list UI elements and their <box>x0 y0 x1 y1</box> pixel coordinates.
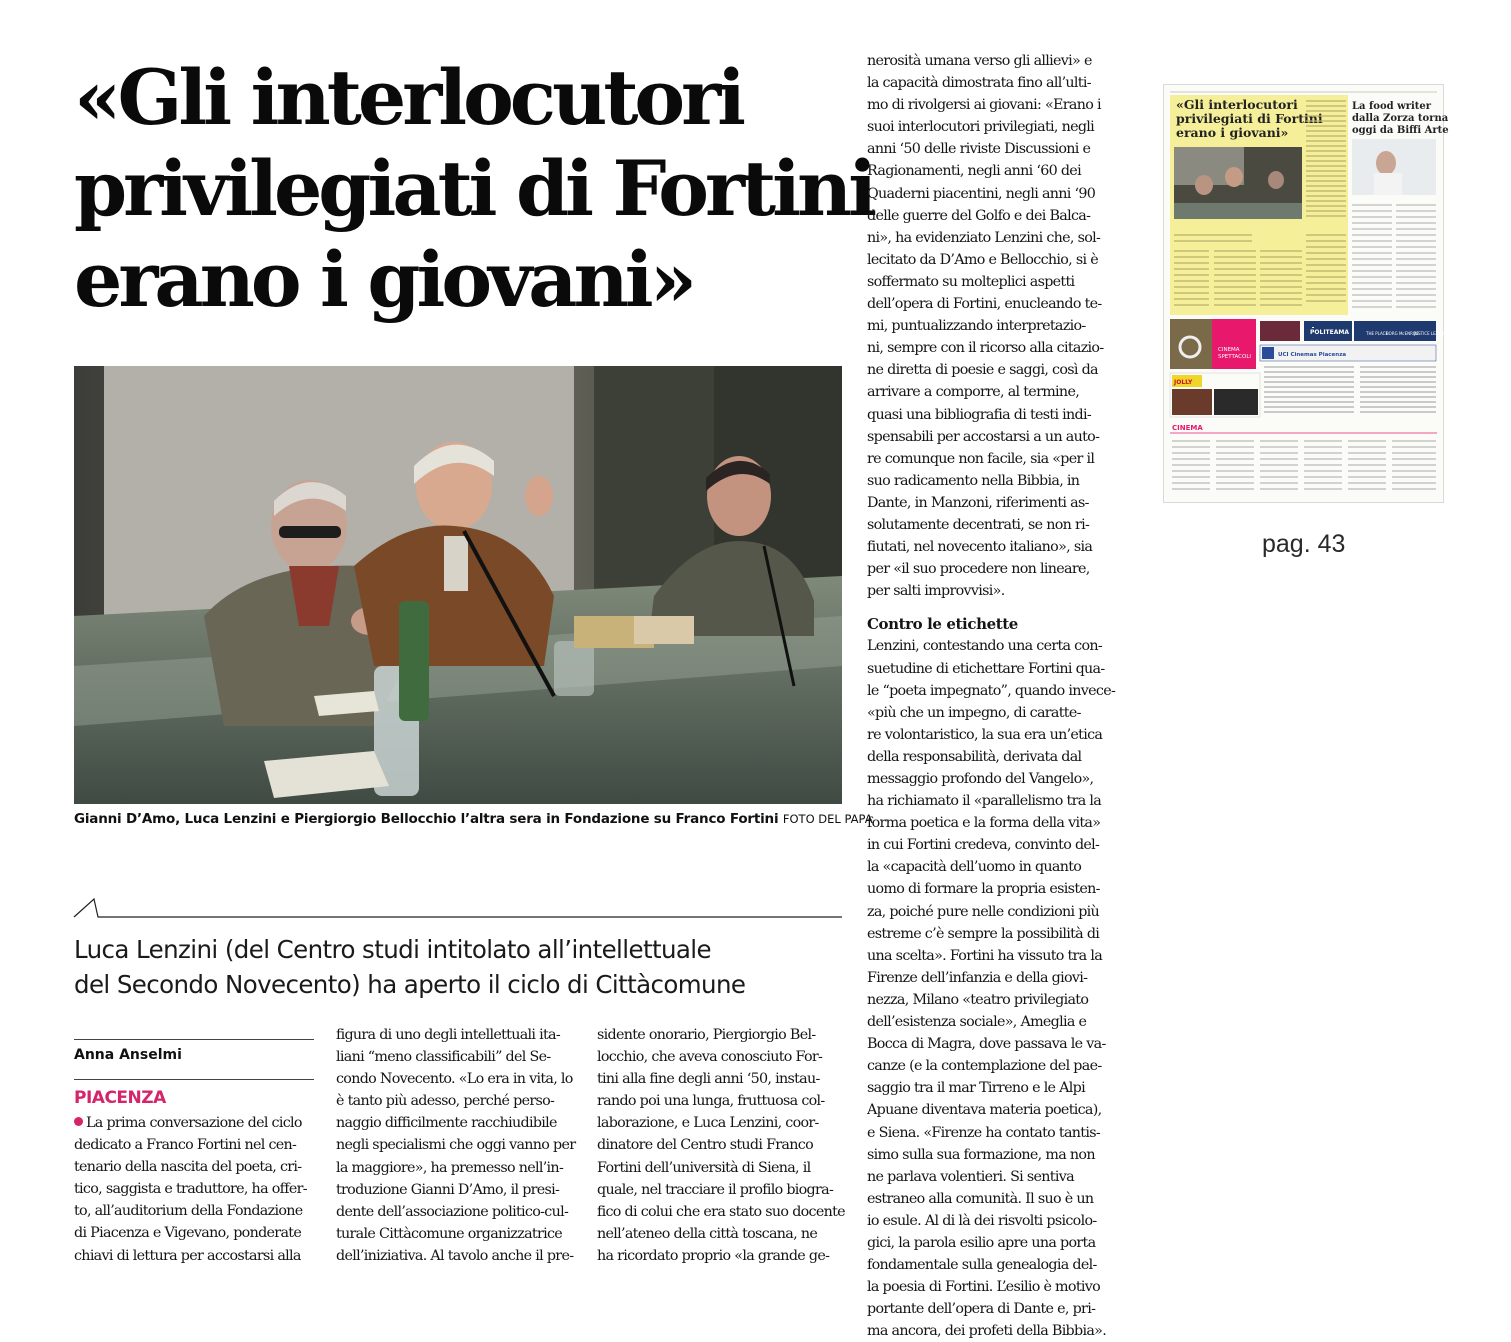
body-line: nerosità umana verso gli allievi» e <box>867 53 1092 69</box>
section-title: Contro le etichette <box>867 615 1018 634</box>
body-line: io esule. Al di là dei risvolti psicolo- <box>867 1212 1097 1229</box>
body-line: La prima conversazione del ciclo <box>74 1112 318 1134</box>
photo-credit: FOTO DEL PAPA <box>782 812 873 826</box>
body-line: liani “meno classificabili” del Se- <box>336 1049 551 1066</box>
body-line: negli specialismi che oggi vanno per <box>336 1137 576 1154</box>
body-line: quasi una bibliografia di testi indi- <box>867 406 1092 423</box>
body-line: ni», ha evidenziato Lenzini che, sol- <box>867 229 1101 246</box>
body-line: ne parlava volentieri. Si sentiva <box>867 1168 1074 1185</box>
body-line: re volontaristico, la sua era un’etica <box>867 726 1103 743</box>
body-line: estraneo alla comunità. Il suo è un <box>867 1190 1094 1207</box>
headline-line-2: privilegiati di Fortini <box>74 144 874 233</box>
headline-line-1: «Gli interlocutori <box>74 53 743 142</box>
body-line: canze (e la contemplazione del pae- <box>867 1058 1102 1075</box>
page-thumbnail <box>1163 84 1449 503</box>
body-line: dell’opera di Fortini, enucleando te- <box>867 296 1102 313</box>
body-line: la «capacità dell’uomo in quanto <box>867 859 1082 876</box>
body-line: tenario della nascita del poeta, cri- <box>74 1159 302 1176</box>
body-line: turale Cittàcomune organizzatrice <box>336 1225 563 1242</box>
body-line: Firenze dell’infanzia e della giovi- <box>867 969 1088 986</box>
body-line: troduzione Gianni D’Amo, il presi- <box>336 1181 560 1198</box>
subheadline <box>74 932 854 1002</box>
body-line: le “poeta impegnato”, quando invece- <box>867 682 1116 699</box>
thumb-headline-3: erano i giovani» <box>1176 125 1289 140</box>
body-line: nell’ateneo della città toscana, ne <box>597 1225 818 1242</box>
body-line: messaggio profondo del Vangelo», <box>867 771 1094 787</box>
body-line: Fortini dell’università di Siena, il <box>597 1159 811 1176</box>
body-line: condo Novecento. «Lo era in vita, lo <box>336 1071 573 1088</box>
headline <box>74 52 874 325</box>
thumb-cinema-label: CINEMA <box>1218 347 1240 353</box>
body-line: dinatore del Centro studi Franco <box>597 1137 813 1154</box>
thumb-headline-1: «Gli interlocutori <box>1176 97 1298 112</box>
body-line: Lenzini, contestando una certa con- <box>867 638 1103 655</box>
body-line: una scelta». Fortini ha vissuto tra la <box>867 947 1103 964</box>
body-line: rando poi una lunga, fruttuosa col- <box>597 1093 825 1110</box>
body-line: Bocca di Magra, dove passava le va- <box>867 1036 1106 1053</box>
bullet-icon <box>74 1117 83 1126</box>
body-line: tini alla fine degli anni ‘50, instau- <box>597 1071 820 1088</box>
body-line: dell’iniziativa. Al tavolo anche il pre- <box>336 1247 574 1264</box>
body-line: della responsabilità, derivata dal <box>867 748 1082 765</box>
body-line: la capacità dimostrata fino all’ulti- <box>867 75 1091 92</box>
body-line: fiutati, nel novecento italiano», sia <box>867 539 1093 556</box>
body-line: laborazione, e Luca Lenzini, coor- <box>597 1115 819 1132</box>
body-line: la maggiore», ha premesso nell’in- <box>336 1159 564 1176</box>
body-line: e Siena. «Firenze ha contato tantis- <box>867 1124 1100 1141</box>
body-line: Quaderni piacentini, negli anni ‘90 <box>867 185 1096 202</box>
body-line: dente dell’associazione politico-cul- <box>336 1203 569 1220</box>
byline-rule-top <box>74 1039 314 1040</box>
body-line: sidente onorario, Piergiorgio Bel- <box>597 1027 816 1043</box>
body-line: per salti improvvisi». <box>867 583 1005 600</box>
body-line: quale, nel tracciare il profilo biogra- <box>597 1181 834 1198</box>
body-column-1 <box>74 1112 318 1267</box>
body-line: za, poiché pure nelle condizioni più <box>867 903 1100 920</box>
section-divider <box>74 897 842 919</box>
body-column-4 <box>867 50 1116 1342</box>
byline-rule-bottom <box>74 1079 314 1080</box>
body-line: suetudine di etichettare Fortini qua- <box>867 660 1105 677</box>
body-line: uomo di formare la propria esisten- <box>867 881 1100 898</box>
thumb-side-title-2: dalla Zorza torna <box>1352 113 1449 124</box>
thumb-headline-2: privilegiati di Fortini <box>1176 111 1323 126</box>
body-line: dell’esistenza sociale», Ameglia e <box>867 1014 1087 1031</box>
body-line: solutamente decentrati, se non ri- <box>867 516 1090 533</box>
caption-text: Gianni D’Amo, Luca Lenzini e Piergiorgio Bellocchio l’altra sera in Fondazione su Franco Fortini <box>74 811 779 827</box>
body-line: ha ricordato proprio «la grande ge- <box>597 1247 830 1264</box>
subhead-line-2: del Secondo Novecento) ha aperto il ciclo di Cittàcomune <box>74 970 746 999</box>
page-label: pag. 43 <box>1262 530 1346 558</box>
body-line: delle guerre del Golfo e dei Balca- <box>867 207 1091 224</box>
body-line: suoi interlocutori privilegiati, negli <box>867 119 1095 136</box>
body-line: locchio, che aveva conosciuto For- <box>597 1049 823 1066</box>
body-line: la poesia di Fortini. L’esilio è motivo <box>867 1279 1101 1296</box>
thumb-borg: BORG McENROE <box>1386 331 1419 336</box>
body-line: per «il suo procedere non lineare, <box>867 561 1090 578</box>
author: Anna Anselmi <box>74 1047 182 1063</box>
thumb-side-title-3: oggi da Biffi Arte <box>1352 125 1449 136</box>
body-line: ni, sempre con il ricorso alla citazio- <box>867 340 1104 357</box>
body-line: arrivare a comporre, al termine, <box>867 384 1080 401</box>
body-line: dedicato a Franco Fortini nel cen- <box>74 1137 297 1154</box>
body-column-2 <box>336 1024 584 1267</box>
thumb-the-place: THE PLACE <box>1366 331 1388 336</box>
article-photo <box>74 366 842 804</box>
body-line: gici, la parola esilio apre una porta <box>867 1234 1096 1251</box>
body-column-3 <box>597 1024 845 1267</box>
thumb-ucl: UCI Cinemas Piacenza <box>1278 352 1347 358</box>
thumb-side-title-1: La food writer <box>1352 101 1432 112</box>
thumb-justice: JUSTICE LEAGUE <box>1414 331 1447 336</box>
body-line: è tanto più adesso, perché perso- <box>336 1093 555 1110</box>
body-line: lecitato da D’Amo e Bellocchio, si è <box>867 251 1098 268</box>
body-line: fondamentale sulla genealogia del- <box>867 1257 1097 1274</box>
body-line: forma poetica e la forma della vita» <box>867 815 1101 832</box>
body-line: suo radicamento nella Bibbia, in <box>867 472 1080 489</box>
body-line: Dante, in Manzoni, riferimenti as- <box>867 494 1089 511</box>
body-line: ha richiamato il «parallelismo tra la <box>867 793 1102 810</box>
body-line: soffermato su molteplici aspetti <box>867 273 1075 290</box>
body-line: «più che un impegno, di caratte- <box>867 704 1081 721</box>
body-line: saggio tra il mar Tirreno e le Alpi <box>867 1080 1085 1097</box>
body-line: chiavi di lettura per accostarsi alla <box>74 1247 301 1264</box>
headline-line-3: erano i giovani» <box>74 235 694 324</box>
body-line: fico di colui che era stato suo docente <box>597 1203 845 1220</box>
thumb-cinema-section: CINEMA <box>1172 424 1203 432</box>
body-line: mo di rivolgersi ai giovani: «Erano i <box>867 97 1101 114</box>
thumb-politeama: POLITEAMA <box>1310 329 1350 336</box>
body-line: ne diretta di poesie e saggi, così da <box>867 362 1098 379</box>
photo-caption <box>74 811 873 827</box>
body-line: to, all’auditorium della Fondazione <box>74 1203 303 1220</box>
thumb-jolly: JOLLY <box>1174 379 1193 386</box>
thumb-spettacoli-label: SPETTACOLI <box>1218 354 1251 360</box>
body-line: spensabili per accostarsi a un auto- <box>867 428 1100 445</box>
dateline: PIACENZA <box>74 1088 166 1108</box>
body-line: di Piacenza e Vigevano, ponderate <box>74 1225 302 1242</box>
body-line: nezza, Milano «teatro privilegiato <box>867 991 1089 1008</box>
body-line: re comunque non facile, sia «per il <box>867 450 1095 467</box>
body-line: Ragionamenti, negli anni ‘60 dei <box>867 163 1081 180</box>
body-line: naggio difficilmente racchiudibile <box>336 1115 557 1132</box>
body-line: tico, saggista e traduttore, ha offer- <box>74 1181 307 1198</box>
body-line: simo sulla sua formazione, ma non <box>867 1146 1095 1163</box>
body-line: anni ‘50 delle riviste Discussioni e <box>867 141 1091 158</box>
paragraph-gap <box>867 602 1111 613</box>
body-line: estreme c’è sempre la possibilità di <box>867 925 1100 942</box>
body-line: ma ancora, dei profeti della Bibbia». <box>867 1323 1107 1340</box>
subhead-line-1: Luca Lenzini (del Centro studi intitolato all’intellettuale <box>74 935 711 964</box>
body-line: figura di uno degli intellettuali ita- <box>336 1027 560 1043</box>
body-line: Apuane diventava materia poetica), <box>867 1102 1102 1119</box>
body-line: mi, puntualizzando interpretazio- <box>867 318 1086 335</box>
body-line: portante dell’opera di Dante e, pri- <box>867 1301 1096 1318</box>
body-line: in cui Fortini credeva, convinto del- <box>867 837 1100 854</box>
